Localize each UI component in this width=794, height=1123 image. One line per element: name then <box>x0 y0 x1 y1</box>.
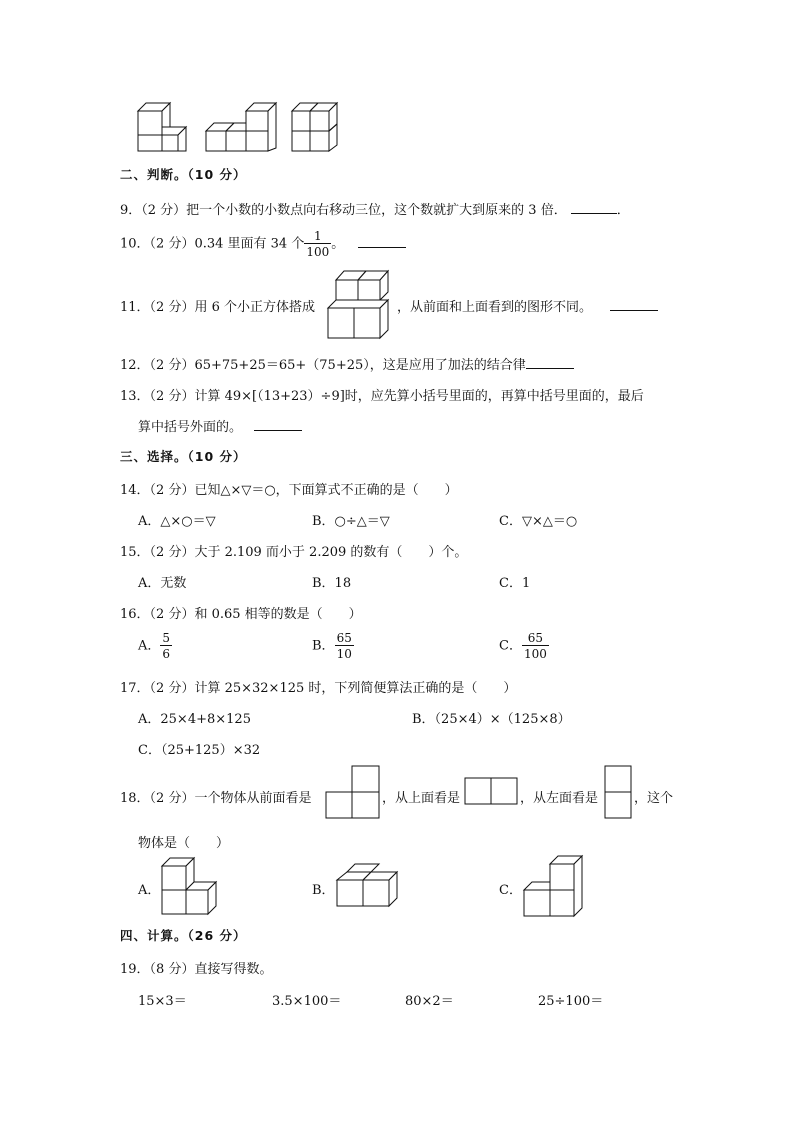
option-18-c-figure[interactable] <box>522 854 586 918</box>
view-front <box>325 765 381 819</box>
figure-right <box>290 100 340 155</box>
question-13-line1: 13．（2 分）计算 49×[（13+23）÷9]时，应先算小括号里面的，再算中括号里面的，最后 <box>120 389 644 404</box>
option-14-c[interactable]: C．▽×△＝○ <box>499 514 578 529</box>
question-17: 17．（2 分）计算 25×32×125 时，下列简便算法正确的是（ ） <box>120 681 517 696</box>
calc-item-2: 3.5×100＝ <box>272 994 342 1009</box>
section-title-judge: 二、判断。（10 分） <box>120 167 247 182</box>
figure-left <box>136 100 192 155</box>
question-19: 19．（8 分）直接写得数。 <box>120 962 273 977</box>
option-14-a[interactable]: A．△×○＝▽ <box>138 514 216 529</box>
view-left <box>604 765 632 819</box>
question-18-mid1: ，从上面看是 <box>382 791 461 806</box>
fraction-5-6: $\frac{5}{6}$ <box>162 631 171 661</box>
fraction-65-100: $\frac{65}{100}$ <box>523 631 547 661</box>
option-16-b[interactable]: B． $\frac{65}{10}$ <box>312 631 352 661</box>
question-13-line2: 算中括号外面的。 <box>138 416 302 435</box>
option-15-a[interactable]: A．无数 <box>138 576 187 591</box>
option-18-a-figure[interactable] <box>160 856 220 916</box>
answer-blank-10[interactable] <box>358 236 406 248</box>
calc-item-4: 25÷100＝ <box>538 994 604 1009</box>
answer-blank-11[interactable] <box>610 299 658 311</box>
option-17-b[interactable]: B．（25×4）×（125×8） <box>412 712 571 727</box>
question-11 <box>120 296 315 315</box>
question-18-post: ，这个 <box>634 791 674 806</box>
option-18-a-label[interactable]: A． <box>138 883 161 898</box>
option-18-c-label[interactable]: C． <box>499 883 522 898</box>
answer-blank-9[interactable] <box>571 202 617 214</box>
answer-blank-12[interactable] <box>526 357 574 369</box>
question-10: 10．（2 分）0.34 里面有 34 个 $\frac{1}{100}$ 。 <box>120 230 406 258</box>
option-18-b-figure[interactable] <box>335 862 399 908</box>
question-9-text: 9．（2 分）把一个小数的小数点向右移动三位，这个数就扩大到原来的 3 倍． <box>120 203 567 218</box>
question-12-text: 12．（2 分）65+75+25＝65+（75+25），这是应用了加法的结合律 <box>120 358 526 373</box>
option-16-c[interactable]: C． $\frac{65}{100}$ <box>499 631 547 661</box>
option-14-b[interactable]: B．○÷△＝▽ <box>312 514 390 529</box>
question-16: 16．（2 分）和 0.65 相等的数是（ ） <box>120 607 362 622</box>
question-18-line2: 物体是（ ） <box>138 836 230 851</box>
question-18-pre: 18．（2 分）一个物体从前面看是 <box>120 791 312 806</box>
option-15-b[interactable]: B．18 <box>312 576 352 591</box>
section-title-choice: 三、选择。（10 分） <box>120 449 247 464</box>
option-18-b-label[interactable]: B． <box>312 883 335 898</box>
figure-six-cubes <box>326 268 396 340</box>
fraction-1-100: $\frac{1}{100}$ <box>306 229 330 259</box>
question-10-text: 10．（2 分）0.34 里面有 34 个 <box>120 236 305 252</box>
question-11-tail: ，从前面和上面看到的图形不同。 <box>397 296 658 315</box>
question-14: 14．（2 分）已知△×▽＝○，下面算式不正确的是（ ） <box>120 483 458 498</box>
view-top <box>464 777 518 805</box>
section-title-calc: 四、计算。（26 分） <box>120 928 247 943</box>
question-18-mid2: ，从左面看是 <box>520 791 599 806</box>
fraction-65-10: $\frac{65}{10}$ <box>336 631 352 661</box>
option-17-c[interactable]: C．（25+125）×32 <box>138 743 261 758</box>
option-15-c[interactable]: C．1 <box>499 576 531 591</box>
question-12 <box>120 354 574 373</box>
calc-item-1: 15×3＝ <box>138 994 187 1009</box>
option-16-a[interactable]: A． $\frac{5}{6}$ <box>138 631 171 661</box>
answer-blank-13[interactable] <box>254 419 302 431</box>
question-9: 9．（2 分）把一个小数的小数点向右移动三位，这个数就扩大到原来的 3 倍． ． <box>120 203 630 218</box>
calc-item-3: 80×2＝ <box>405 994 454 1009</box>
question-11-text: 11．（2 分）用 6 个小正方体搭成 <box>120 300 315 315</box>
option-17-a[interactable]: A．25×4+8×125 <box>138 712 251 727</box>
question-15: 15．（2 分）大于 2.109 而小于 2.209 的数有（ ）个。 <box>120 545 468 560</box>
figure-middle <box>204 100 279 155</box>
